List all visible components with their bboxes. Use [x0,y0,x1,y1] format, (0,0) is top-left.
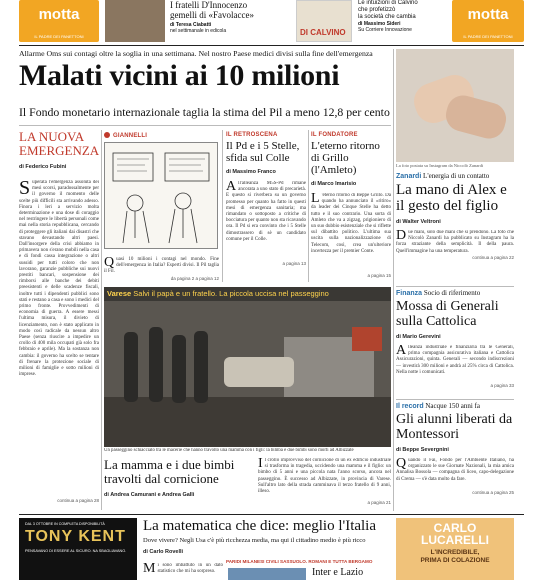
divider [393,49,394,511]
magazine-cover[interactable] [296,0,352,42]
lead-subhead: Il Fondo monetario internazionale taglia la stima del Pil a meno 12,8 per cento [19,105,390,119]
rovelli-headline[interactable]: La matematica che dice: meglio l'Italia [143,518,377,534]
motta-tagline: IL PADRE DEI PANETTONI [34,34,84,39]
article-byline: di Massimo Franco [226,169,276,175]
motta-tagline: IL PADRE DEI PANETTONI [463,34,513,39]
sport-strip-text: PARIDI MILANESI CIVILI SASSUOLO. ROMANI E TUTTA BERGAMO [226,559,373,564]
divider [101,130,102,510]
promo-line-2: gemelli di «Favolacce» [170,10,254,20]
article-body: All'alleanza M5S-Pd rimane ancorata a uno stato di precarietà. E questo si riverbera su un governo promesso per quanto ha fatto in questi mesi di emergenza sanitaria; ma rimandato o sottoposto a critiche di bocciatura per quanto non sta ricavando ora. Il Pd si era convinto che i 5 Stelle dimostrassero di sè un candidato comune per il Colle. [226,181,306,242]
promo-line-1: I fratelli D'Innocenzo [170,0,248,10]
varese-body: Il crollo improvviso del cornicione di un ex edificio industriale si trasforma in tragedia, uccidendo una mamma e il figlio: un bimbo di 5 anni e una piccola nata l'anno scorso, ancora nel passeggino. È successo ad Albizzate, in provincia di Varese. Sull'altro lato della strada camminava il terzo fratello di 9 anni, illeso. [258,458,391,495]
photo-firefighter [124,332,138,402]
continue-link[interactable]: continua a pagina 25 [472,490,514,495]
ad-title: TONY KENT [25,528,126,545]
article-headline[interactable]: Il Pd e i 5 Stelle, sfida sul Colle [226,140,300,164]
continue-link[interactable]: a pagina 33 [490,383,514,388]
varese-body-box [258,458,391,505]
motta-logo: motta [38,6,80,23]
record-article [396,402,514,495]
divider [19,45,524,46]
sport-photo[interactable] [228,568,306,580]
lucarelli-ad[interactable] [396,518,514,580]
cartoon-pages[interactable]: da pagina 2 a pagina 12 [170,275,219,281]
tony-kent-ad[interactable] [19,518,137,580]
editorial-byline: di Federico Fubini [19,164,67,170]
finanza-byline: di Mario Gerevini [396,334,441,340]
promo-twins[interactable] [170,0,290,42]
promo2-line-3: la società che cambia [358,14,416,20]
record-headline[interactable]: Gli alunni liberati da Montessori [396,412,513,442]
photo-truck [352,327,382,351]
cartoon-drawing[interactable] [104,142,218,249]
continue-link[interactable]: a pagina 21 [367,500,391,505]
divider [222,130,223,282]
rovelli-article [143,518,390,555]
zanardi-kicker: Zanardi L'energia di un contatto [396,172,490,180]
promo2-line-2: che profetizzò [358,7,396,13]
zanardi-byline: di Walter Veltroni [396,219,441,225]
ad-author: CARLO LUCARELLI [421,521,489,547]
varese-byline: di Andrea Camurani e Andrea Galli [104,492,195,498]
editorial-title-line-1: LA NUOVA [19,129,85,144]
divider [19,125,391,126]
promo-byline: di Teresa Ciabatti [170,22,212,28]
continue-link[interactable]: a pagina 15 [367,273,391,278]
editorial-body: Superata l'emergenza assoluta dei mesi scorsi, paradossalmente per il governo il momento delle scelte più difficili sta arrivando adesso. Finora i leri a servizio molta determinazione e una dose di coraggio nel restringere le libertà personali come mai nella storia repubblicana, cercando di proteggere gli italiani dai disastri che stavano devastando altri paesi. Dall'insorgere della crisi abbiamo in primavera non s'erano mobili nella casa e di fondi cassa integrazione o altri sussidi per tutti coloro che non lavorano, garanzie pubbliche sui nuovi prestiti bancari, sospensione dei rimborsi alle banche dei debiti preesistenti e delle scadenze fiscali, inoltre tutti i dipendenti pubblici sono stati e restano a casa e sono i medici del primo fronte. Provvedimenti di economia di guerra. A essere messi l'ultima misura, il divieto di licenziamento, non è stato applicato in modo così radicale da nessun altro Paese (senza riuscire a impedire un crollo di 400 mila occupati già solo fra febbraio e aprile). Ma la sostanza non cambia: il governo ha scelto se tentare di frenare la protezione sociale di milioni di famiglie e sotto milioni di imprese. [19,180,99,378]
rovelli-body-box [143,563,223,580]
section-label: IL RETROSCENA [226,132,278,138]
divider [308,130,309,282]
lead-headline[interactable]: Malati vicini ai 10 milioni [19,59,340,92]
cover-title: DI CALVINO [300,28,346,37]
photo-firefighter [194,331,208,403]
promo2-byline: di Massimo Sideri [358,21,401,27]
motta-ad-left[interactable] [19,0,99,42]
photo-caption: Un passeggino schiacciato tra le macerie che hanno travolto una mamma con i figli: la bimba è due bimbi sono morti ad Albizzate [104,448,354,453]
section-label: IL FONDATORE [311,132,358,138]
dropcap: S [19,180,31,199]
photo-firefighter [172,335,186,403]
continue-link[interactable]: continua a pagina 22 [472,255,514,260]
article-byline: di Marco Imarisio [311,181,357,187]
rovelli-subhead: Dove vivere? Negli Usa c'è più ricchezza media, ma qui il cittadino medio è più ricco [143,537,366,544]
sport-headline[interactable]: Inter e Lazio [312,567,364,578]
continue-link[interactable]: continua a pagina 28 [57,498,99,503]
record-body: Quando il Fai, Fondo per l'Ambiente Italiano, ha organizzato le sue Giornate Nazionali, la mia amica Annalisa Bossola — compagna di liceo, capo-delegazione di Crema — s'è data molto da fare. [396,458,514,482]
ad-tagline: PENSAVANO DI ESSERE AL SICURO. NA SBAGLIAVANO. [25,549,127,553]
fondatore-article [311,132,391,278]
photo-car [224,357,294,387]
photo-firefighter [149,327,163,402]
ad-book-title: L'INCREDIBILE, PRIMA DI COLAZIONE [420,549,490,564]
rovelli-body: Mi sono imbattuto in un dato statistico che mi ha sorpreso. [143,563,223,576]
divider [19,514,524,515]
photo-ground [104,397,391,447]
zanardi-photo-caption: La foto postata su Instagram da Niccolò Zanardi [396,163,484,168]
finanza-headline[interactable]: Mossa di Generali sulla Cattolica [396,299,499,329]
zanardi-body: Due mani, solo due mani che si prendono. La foto che Niccolò Zanardi ha pubblicato su Instagram ha la forza straziante della semplicità. Il della paura. Quell'immagine ha una temperatura. [396,230,514,254]
twins-photo [105,0,165,42]
promo-calvino[interactable] [358,0,448,42]
photo-hand [442,92,509,142]
motta-logo: motta [467,6,509,23]
rovelli-byline: di Carlo Rovelli [143,549,184,555]
promo2-sub: Su Corriere Innovazione [358,27,412,33]
divider [396,399,514,400]
finanza-kicker: Finanza Socio di riferimento [396,289,481,297]
promo2-line-1: Le intuizioni di Calvino [358,0,418,6]
zanardi-headline[interactable]: La mano di Alex e il gesto del figlio [396,182,507,214]
divider [396,286,514,287]
finanza-article [396,289,514,388]
record-byline: di Beppe Severgnini [396,447,449,453]
zanardi-photo[interactable] [396,49,514,162]
editorial-column [19,130,99,503]
article-headline[interactable]: L'eterno ritorno di Grillo (l'Amleto) [311,140,380,176]
zanardi-article [396,172,514,260]
ad-top-line: DAL 3 OTTOBRE IN COMPLETA DISPONIBILITÀ [25,522,105,526]
cartoon-section: GIANNELLI [104,132,219,139]
motta-ad-right[interactable] [452,0,524,42]
article-body: L 'eterno ritorno di Beppe Grillo. Da quando ha annunciato il «ritiro» da leader dei Cinque Stelle ha detto tutto e il suo contrario. Una sorta di Amleto che va a zigzag, prigioniero di un suo dubbio esistenziale che si riflette sul dibattito politico. L'ultima sua uscita sulla nazionalizzazione di Telecom, così, crea un'ulteriore incertezza per il premier Conte. [311,193,391,254]
editorial-title-line-2: EMERGENZA [19,143,100,158]
varese-banner: Varese Salvi il papà e un fratello. La piccola uccisa nel passeggino [107,289,329,298]
sport-strip [226,559,390,567]
lead-kicker: Allarme Oms sui contagi oltre la soglia in una settimana. Nel nostro Paese medici divisi sulla fine dell'emergenza [19,49,373,58]
varese-photo[interactable] [104,287,391,447]
varese-title[interactable]: La mamma e i due bimbi travolti dal cornicione [104,457,235,486]
finanza-body: Alleanza industriale e finanziaria tra le Generali, prima compagnia assicurativa italiana e Cattolica Assicurazioni, quinta. Generali — secondo indiscrezioni — investirà 300 milioni e andrà al 25% circa di Cattolica. Nella notte i comunicati. [396,345,514,375]
cartoon-caption: Quasi 10 milioni i contagi nel mondo. Fine dell'emergenza in Italia? Esperti divisi. Il Pil taglia il Fil. [104,255,219,275]
continue-link[interactable]: a pagina 13 [282,261,306,266]
retroscena-article [226,132,306,266]
promo-sub: nel settimanale in edicola [170,28,227,34]
varese-article [104,458,254,498]
record-kicker: Il record Nacque 150 anni fa [396,402,480,410]
cartoon-box [104,132,219,281]
